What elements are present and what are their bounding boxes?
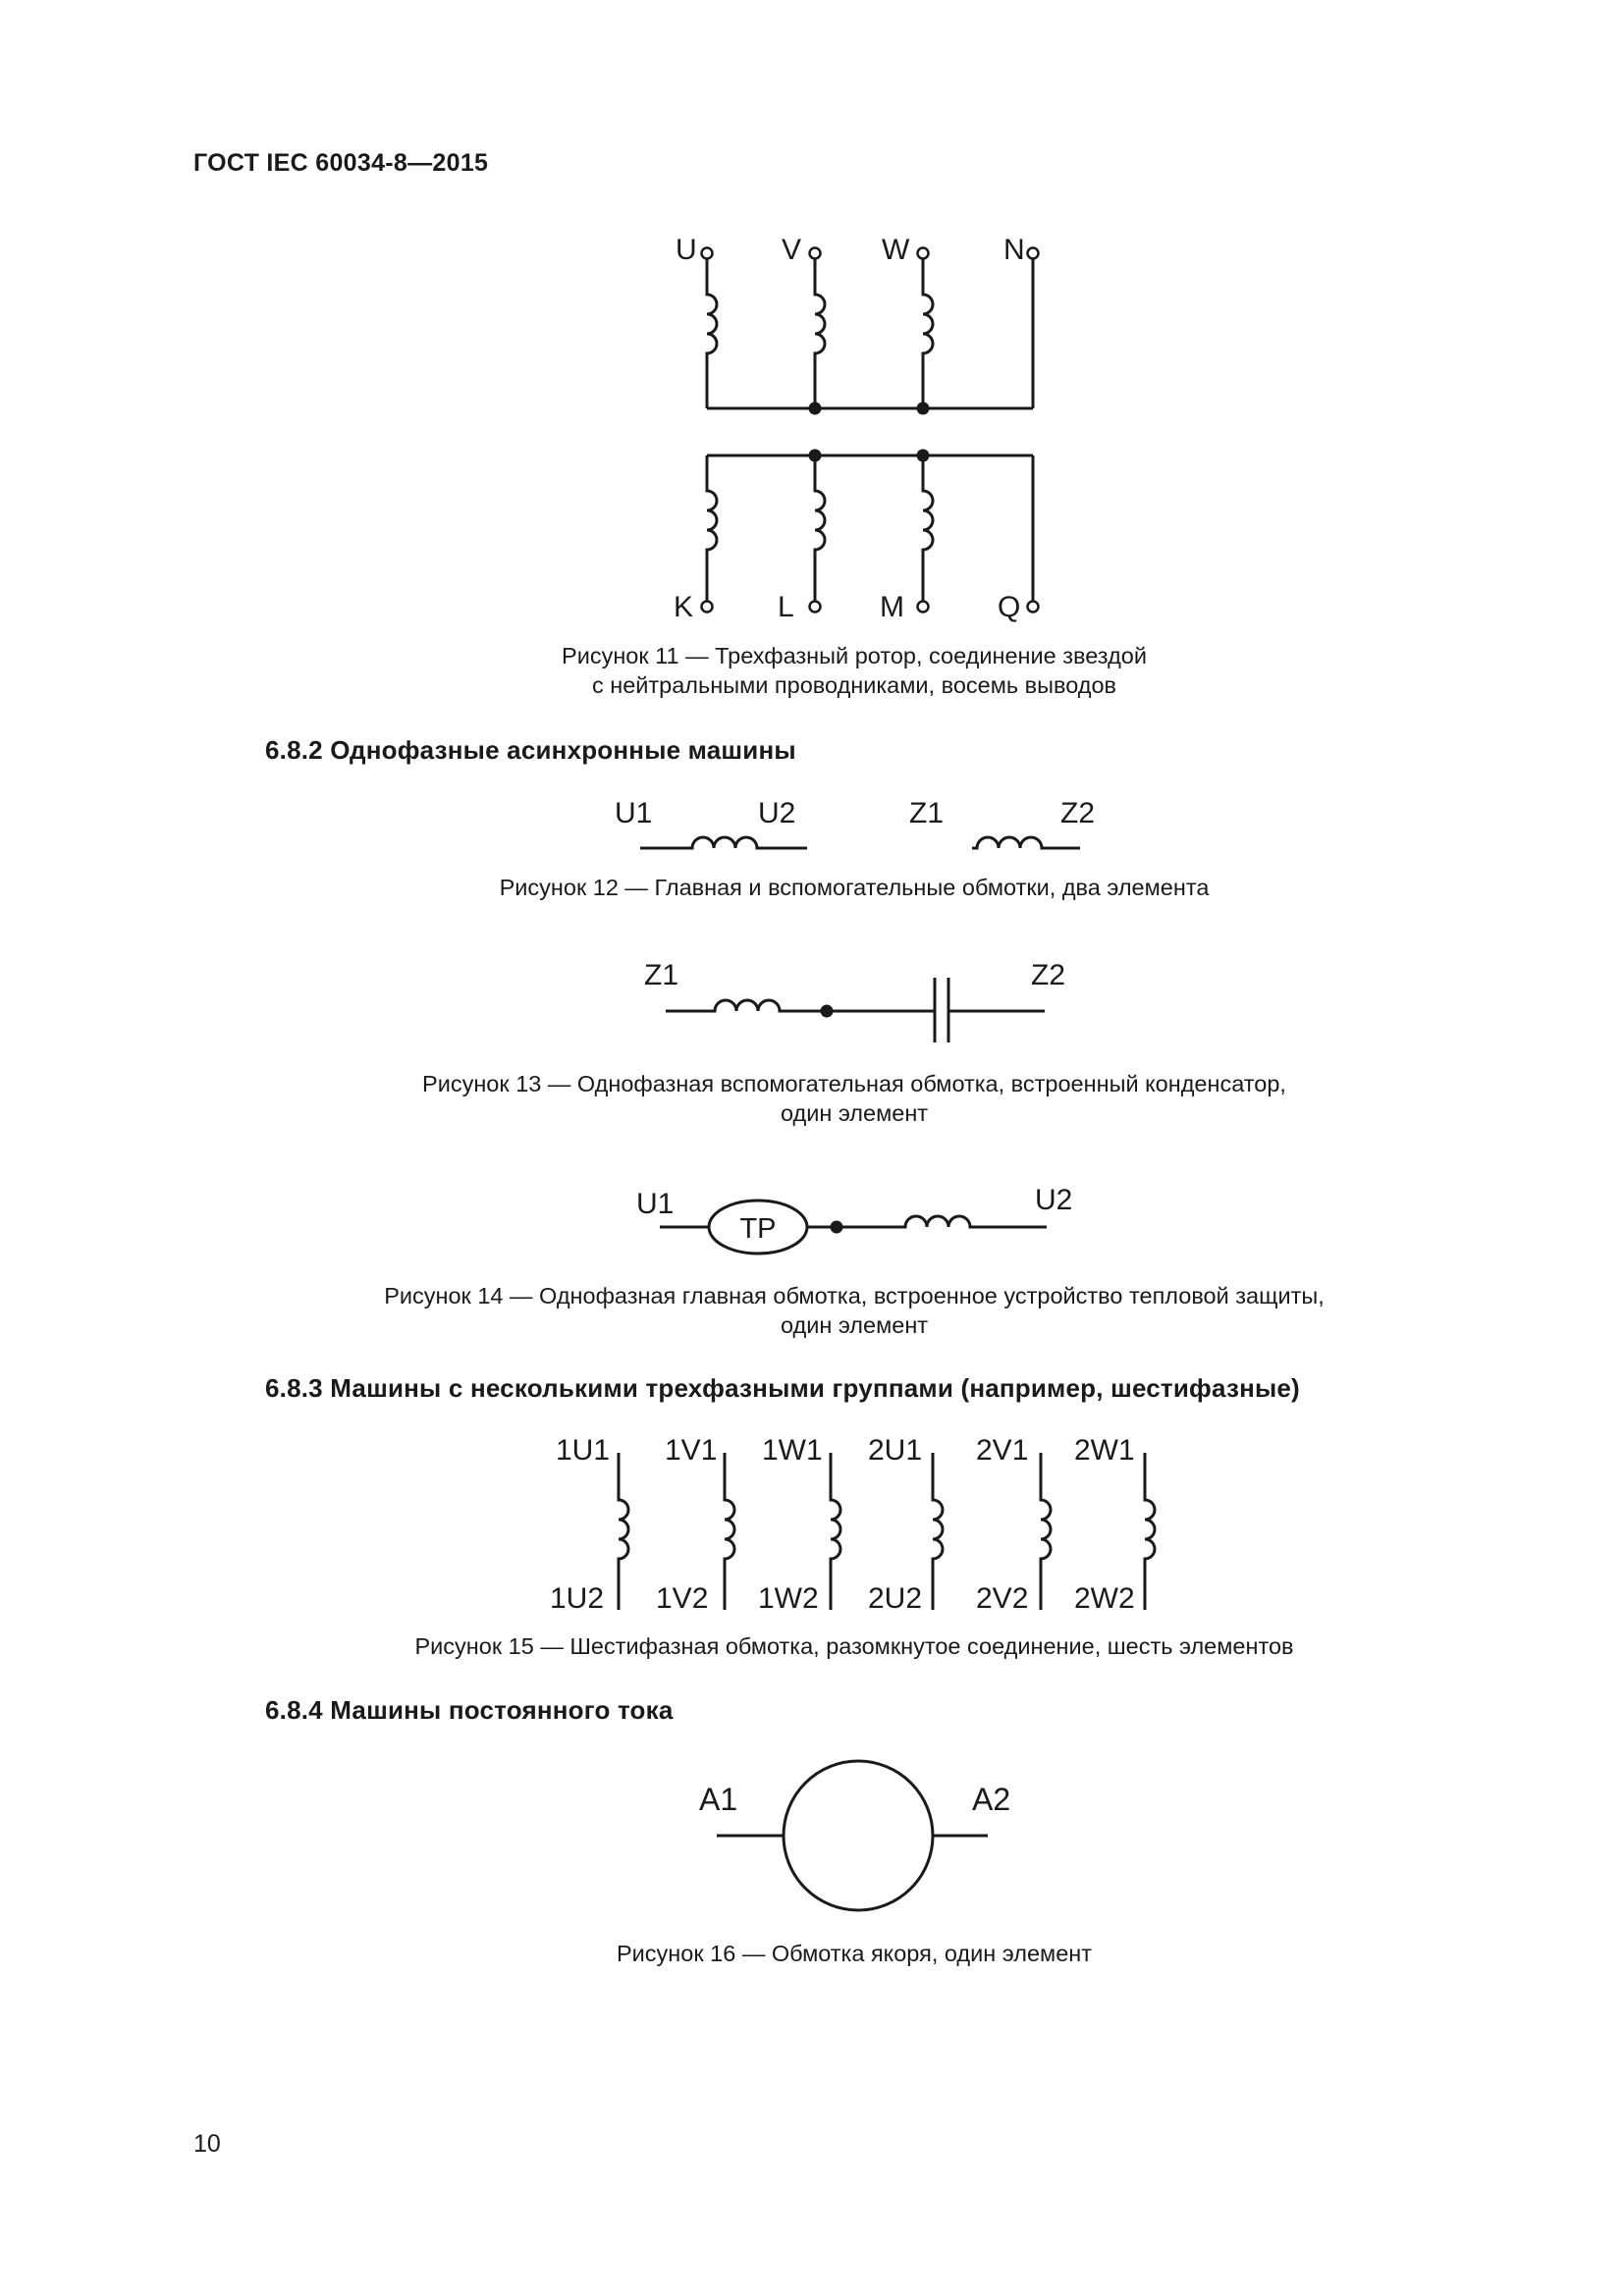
- figure-15-caption: Рисунок 15 — Шестифазная обмотка, разомкнутое соединение, шесть элементов: [414, 1633, 1294, 1659]
- terminal-label-2w1: 2W1: [1074, 1434, 1135, 1467]
- terminal-label-a1: A1: [699, 1782, 738, 1817]
- page-number: 10: [193, 2130, 221, 2158]
- terminal-label-u: U: [676, 234, 697, 266]
- terminal-label-q: Q: [998, 591, 1021, 623]
- section-heading-6-8-2: 6.8.2 Однофазные асинхронные машины: [265, 735, 796, 765]
- terminal-label-z1: Z1: [644, 959, 679, 991]
- terminal-label-z2: Z2: [1031, 959, 1066, 991]
- terminal-label-v: V: [782, 234, 802, 266]
- thermal-protector-label: TP: [739, 1213, 777, 1245]
- caption-line: один элемент: [780, 1100, 929, 1126]
- terminal-label-a2: A2: [972, 1782, 1011, 1817]
- terminal-label-1w2: 1W2: [758, 1582, 819, 1615]
- terminal-label-u1: U1: [636, 1188, 675, 1220]
- terminal-label-z2: Z2: [1060, 797, 1096, 829]
- document-header: ГОСТ IEC 60034-8—2015: [193, 149, 489, 177]
- terminal-label-k: K: [674, 591, 694, 623]
- terminal-label-2v2: 2V2: [976, 1582, 1029, 1615]
- figure-16-caption: Рисунок 16 — Обмотка якоря, один элемент: [617, 1941, 1092, 1966]
- section-heading-6-8-4: 6.8.4 Машины постоянного тока: [265, 1695, 674, 1725]
- terminal-label-2w2: 2W2: [1074, 1582, 1135, 1615]
- caption-line: Рисунок 14 — Однофазная главная обмотка, встроенное устройство тепловой защиты,: [384, 1283, 1325, 1308]
- terminal-label-n: N: [1003, 234, 1025, 266]
- armature-circle: [784, 1761, 933, 1910]
- terminal-label-l: L: [778, 591, 794, 623]
- terminal-label-2u2: 2U2: [868, 1582, 923, 1615]
- terminal-label-1v1: 1V1: [665, 1434, 718, 1467]
- terminal-label-2v1: 2V1: [976, 1434, 1029, 1467]
- terminal-label-w: W: [882, 234, 910, 266]
- terminal-label-u1: U1: [615, 797, 653, 829]
- caption-line: с нейтральными проводниками, восемь выводов: [591, 672, 1117, 698]
- section-heading-6-8-3: 6.8.3 Машины с несколькими трехфазными группами (например, шестифазные): [265, 1373, 1300, 1403]
- terminal-label-m: M: [880, 591, 904, 623]
- terminal-label-1v2: 1V2: [656, 1582, 709, 1615]
- terminal-label-1w1: 1W1: [762, 1434, 823, 1467]
- terminal-label-u2: U2: [758, 797, 796, 829]
- terminal-label-u2: U2: [1035, 1184, 1073, 1216]
- terminal-label-1u2: 1U2: [550, 1582, 605, 1615]
- terminal-label-2u1: 2U1: [868, 1434, 923, 1467]
- caption-line: Рисунок 13 — Однофазная вспомогательная обмотка, встроенный конденсатор,: [422, 1071, 1286, 1096]
- terminal-label-1u1: 1U1: [556, 1434, 611, 1467]
- caption-line: Рисунок 11 — Трехфазный ротор, соединение звездой: [562, 643, 1147, 668]
- figure-12-caption: Рисунок 12 — Главная и вспомогательные обмотки, два элемента: [499, 875, 1210, 900]
- terminal-label-z1: Z1: [909, 797, 945, 829]
- caption-line: один элемент: [780, 1312, 929, 1338]
